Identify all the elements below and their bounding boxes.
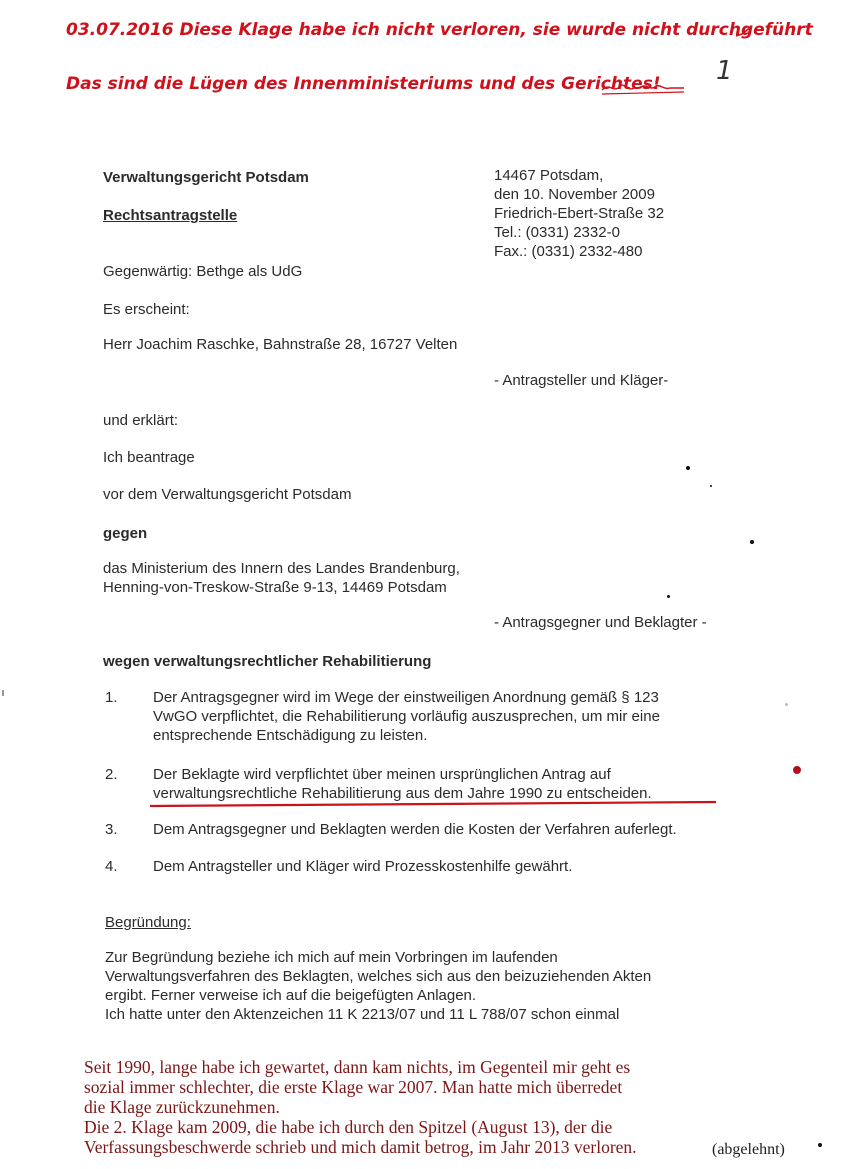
scan-speck [750,540,754,544]
note-line: Verfassungsbeschwerde schrieb und mich damit betrog, im Jahr 2013 verloren. [84,1137,637,1157]
annotation-line-1: 03.07.2016 Diese Klage habe ich nicht verloren, sie wurde nicht durchgeführt [66,20,813,40]
scan-speck [710,485,712,487]
scan-speck [686,466,690,470]
request-item-1 [105,688,745,746]
page-number-mark: 1 [716,56,733,86]
note-line: sozial immer schlechter, die erste Klage war 2007. Man hatte mich überredet [84,1077,623,1097]
office-name: Rechtsantragstelle [103,207,238,224]
note-line: die Klage zurückzunehmen. [84,1097,280,1117]
reasoning-text [105,948,651,1024]
present-clerk: Gegenwärtig: Bethge als UdG [103,263,303,280]
request-item-4 [105,857,745,877]
request-item-2 [105,765,745,805]
red-underline-mark [148,800,718,810]
item-number: 4. [105,858,118,875]
address-line: Tel.: (0331) 2332-0 [494,224,620,241]
court-address [494,166,664,261]
item-number: 1. [105,689,118,706]
scan-speck [818,1143,822,1147]
before-court-line: vor dem Verwaltungsgericht Potsdam [103,486,352,503]
red-mark [793,766,801,774]
request-item-3 [105,820,745,840]
item-number: 3. [105,821,118,838]
defendant-address: Henning-von-Treskow-Straße 9-13, 14469 Potsdam [103,579,447,596]
item-line: Dem Antragsgegner und Beklagten werden die Kosten der Verfahren auferlegt. [153,821,677,838]
reasoning-heading: Begründung: [105,914,191,931]
signature-mark [600,76,686,98]
against-label: gegen [103,525,148,542]
footer-note [84,1057,637,1157]
reasoning-line: ergibt. Ferner verweise ich auf die beigefügten Anlagen. [105,987,477,1004]
note-line: Die 2. Klage kam 2009, die habe ich durch den Spitzel (August 13), der die [84,1117,613,1137]
scan-speck [667,595,670,598]
item-number: 2. [105,766,118,783]
item-line: entsprechende Entschädigung zu leisten. [153,727,428,744]
declares-label: und erklärt: [103,412,179,429]
rejected-note: (abgelehnt) [712,1141,785,1158]
item-line: VwGO verpflichtet, die Rehabilitierung vorläufig auszusprechen, um mir eine [153,708,660,725]
reasoning-line: Zur Begründung beziehe ich mich auf mein Vorbringen im laufenden [105,949,558,966]
address-line: den 10. November 2009 [494,186,655,203]
reasoning-line: Verwaltungsverfahren des Beklagten, welches sich aus den beizuziehenden Akten [105,968,652,985]
reasoning-line: Ich hatte unter den Aktenzeichen 11 K 2213/07 und 11 L 788/07 schon einmal [105,1006,620,1023]
scan-speck [785,703,788,706]
address-line: Fax.: (0331) 2332-480 [494,243,643,260]
check-mark-icon [734,24,754,40]
item-line: verwaltungsrechtliche Rehabilitierung aus dem Jahre 1990 zu entscheiden. [153,785,652,802]
defendant-name: das Ministerium des Innern des Landes Brandenburg, [103,560,460,577]
defendant-role: - Antragsgegner und Beklagter - [494,614,707,631]
applicant-line: Herr Joachim Raschke, Bahnstraße 28, 16727 Velten [103,336,458,353]
address-line: Friedrich-Ebert-Straße 32 [494,205,665,222]
note-line: Seit 1990, lange habe ich gewartet, dann kam nichts, im Gegenteil mir geht es [84,1057,631,1077]
item-line: Dem Antragsteller und Kläger wird Prozesskostenhilfe gewährt. [153,858,573,875]
request-label: Ich beantrage [103,449,195,466]
court-name: Verwaltungsgericht Potsdam [103,169,309,186]
applicant-role: - Antragsteller und Kläger- [494,372,669,389]
item-line: Der Antragsgegner wird im Wege der einstweiligen Anordnung gemäß § 123 [153,689,659,706]
address-line: 14467 Potsdam, [494,167,604,184]
item-line: Der Beklagte wird verpflichtet über meinen ursprünglichen Antrag auf [153,766,611,783]
appears-label: Es erscheint: [103,301,190,318]
annotation-line-2: Das sind die Lügen des Innenministeriums und des Gerichtes! [66,74,661,94]
scan-edge-mark [2,690,4,696]
subject-line: wegen verwaltungsrechtlicher Rehabilitierung [103,653,432,670]
